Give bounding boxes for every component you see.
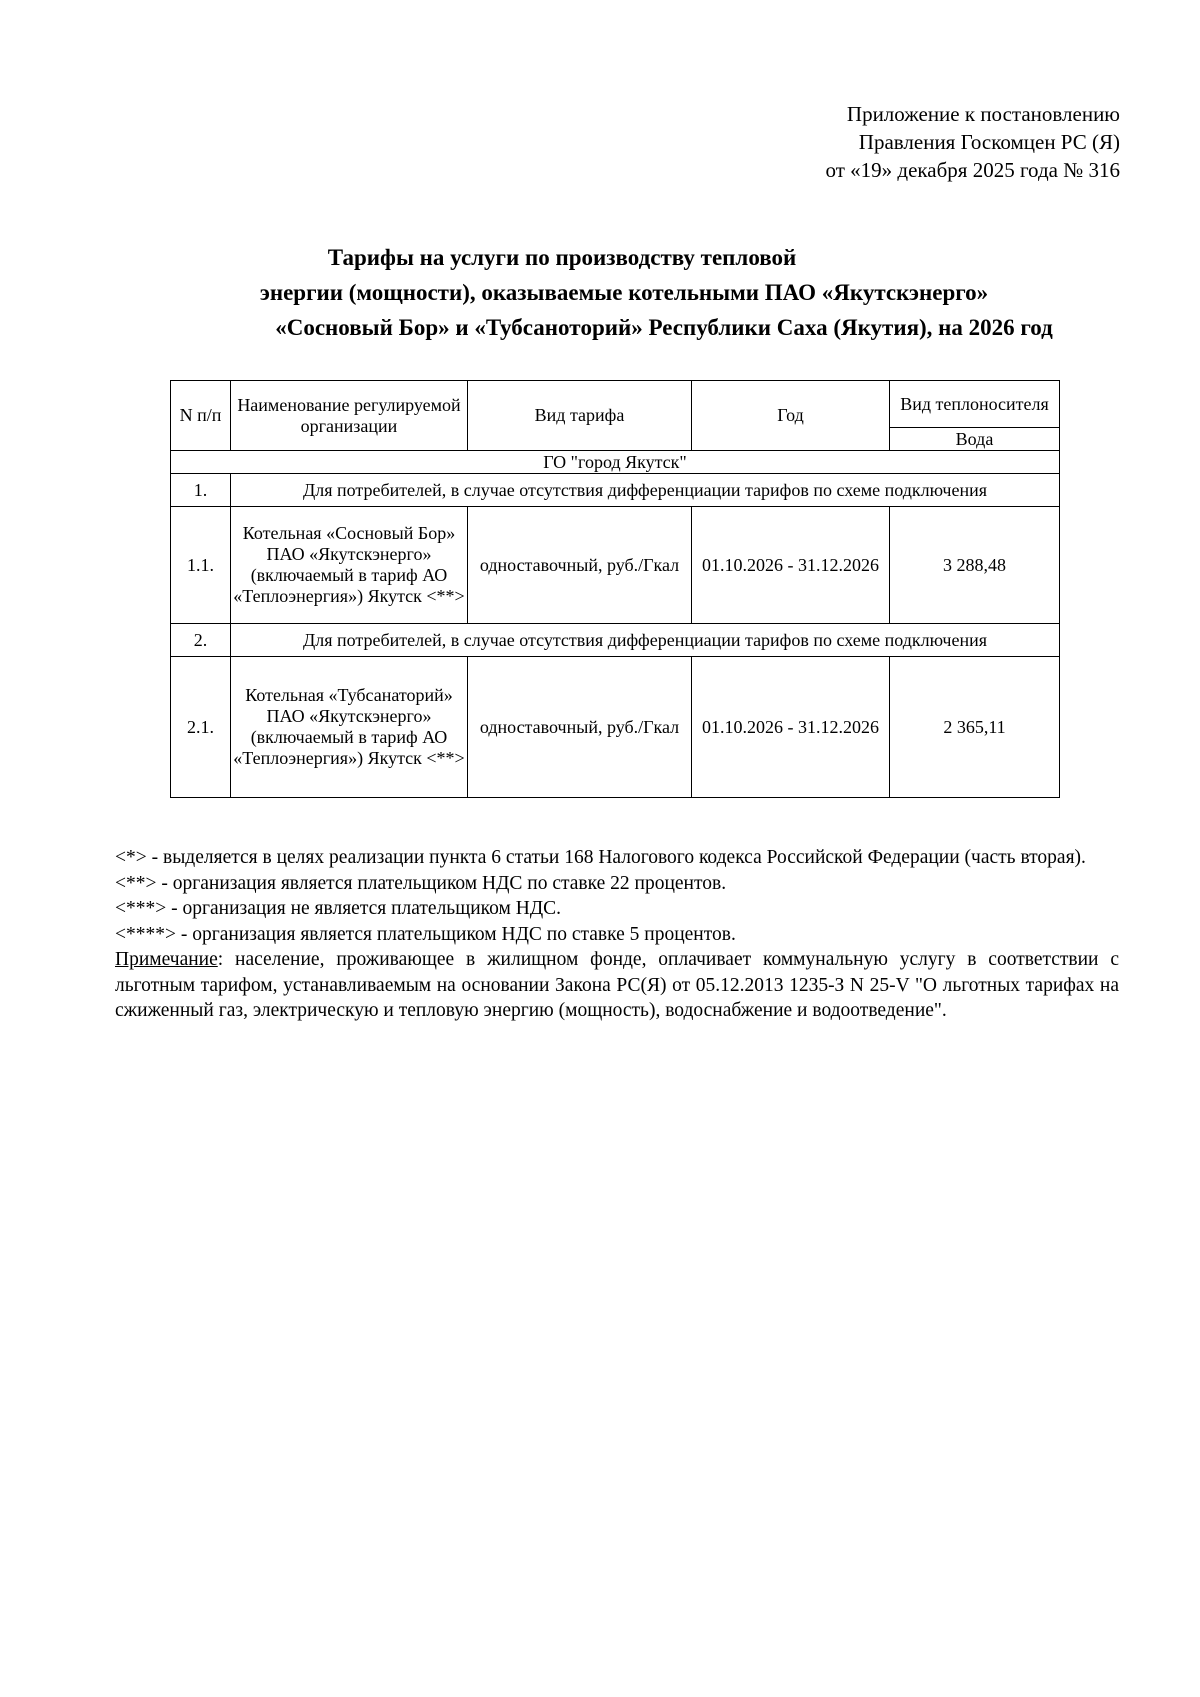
row-value: 3 288,48: [890, 507, 1060, 624]
table-section-row: [171, 624, 1060, 657]
section-num: 2.: [171, 624, 231, 657]
approval-line-3: от «19» декабря 2025 года № 316: [825, 158, 1120, 182]
footnote-1: <*> - выделяется в целях реализации пункта 6 статьи 168 Налогового кодекса Российской Федерации (часть вторая).: [115, 847, 1086, 868]
approval-line-2: Правления Госкомцен РС (Я): [858, 130, 1120, 154]
table-row: [171, 657, 1060, 798]
header-org: Наименование регулируемой организации: [231, 381, 468, 451]
row-tariff-type: одноставочный, руб./Гкал: [468, 657, 692, 798]
header-year: Год: [692, 381, 890, 451]
remark-text: : население, проживающее в жилищном фонде, оплачивает коммунальную услугу в соответствии с льготным тарифом, устанавливаемым на основании Закона РС(Я) от 05.12.2013 1235-З N 25-V "О льготных тарифах на сжиженный газ, электрическую и тепловую энергию (мощность), водоснабжение и водоотведение".: [115, 949, 1119, 1021]
row-org: Котельная «Тубсанаторий» ПАО «Якутскэнерго» (включаемый в тариф АО «Теплоэнергия») Якутск <**>: [231, 657, 468, 798]
table-header-row: [171, 381, 1060, 428]
footnote-3: <***> - организация не является плательщиком НДС.: [115, 898, 561, 919]
row-num: 2.1.: [171, 657, 231, 798]
tariff-table: [170, 380, 1060, 798]
row-value: 2 365,11: [890, 657, 1060, 798]
approval-header: [826, 100, 1120, 184]
table-section-row: [171, 474, 1060, 507]
header-num: N п/п: [171, 381, 231, 451]
row-tariff-type: одноставочный, руб./Гкал: [468, 507, 692, 624]
remark: [115, 947, 1119, 1024]
header-carrier-water: Вода: [890, 428, 1060, 451]
title-line-2: энергии (мощности), оказываемые котельными ПАО «Якутскэнерго»: [259, 280, 989, 305]
section-title: Для потребителей, в случае отсутствия дифференциации тарифов по схеме подключения: [231, 624, 1060, 657]
row-period: 01.10.2026 - 31.12.2026: [692, 507, 890, 624]
footnote-2: <**> - организация является плательщиком НДС по ставке 22 процентов.: [115, 872, 727, 894]
group-title: ГО "город Якутск": [171, 451, 1060, 474]
footnote-4: <****> - организация является плательщиком НДС по ставке 5 процентов.: [115, 923, 736, 945]
row-num: 1.1.: [171, 507, 231, 624]
remark-label: Примечание: [115, 949, 218, 970]
section-num: 1.: [171, 474, 231, 507]
section-title: Для потребителей, в случае отсутствия дифференциации тарифов по схеме подключения: [231, 474, 1060, 507]
title-line-3: «Сосновый Бор» и «Тубсанотoрий» Республики Саха (Якутия), на 2026 год: [275, 315, 1053, 340]
row-org: Котельная «Сосновый Бор» ПАО «Якутскэнерго» (включаемый в тариф АО «Теплоэнергия») Якутск <**>: [231, 507, 468, 624]
header-tariff-type: Вид тарифа: [468, 381, 692, 451]
table-row: [171, 507, 1060, 624]
approval-line-1: Приложение к постановлению: [846, 102, 1120, 126]
table-group-row: [171, 451, 1060, 474]
footnotes: [115, 845, 1119, 1024]
header-carrier: Вид теплоносителя: [890, 381, 1060, 428]
row-period: 01.10.2026 - 31.12.2026: [692, 657, 890, 798]
document-title: [120, 240, 1120, 345]
title-line-1: Тарифы на услуги по производству тепловой: [327, 245, 797, 270]
